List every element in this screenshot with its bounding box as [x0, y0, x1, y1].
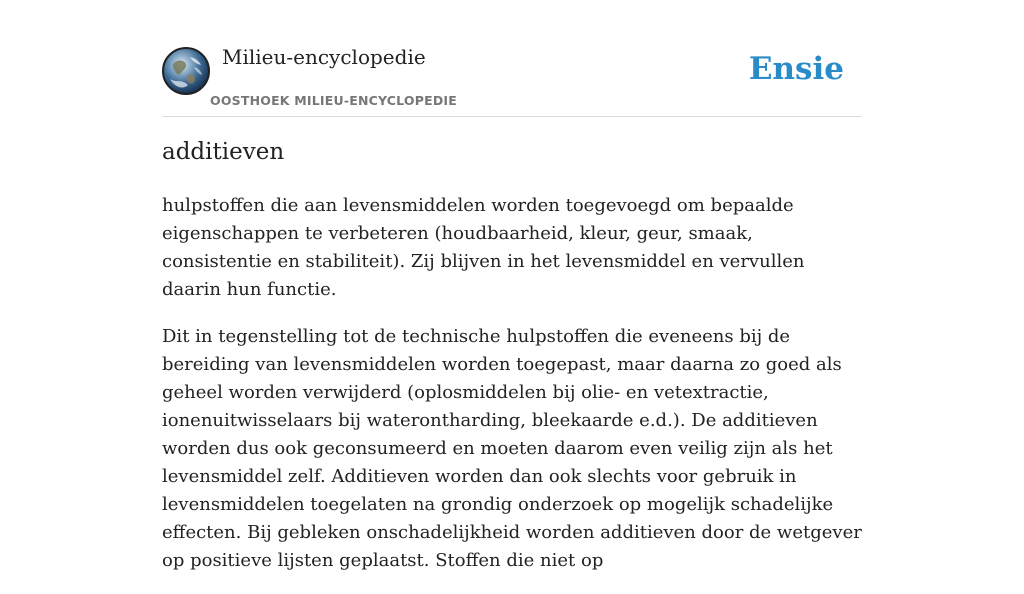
site-subtitle[interactable]: OOSTHOEK MILIEU-ENCYCLOPEDIE	[210, 93, 457, 108]
site-header	[162, 0, 862, 117]
globe-icon[interactable]	[162, 47, 210, 95]
brand-logo-link[interactable]: Ensie	[748, 51, 844, 87]
content-column	[162, 0, 862, 571]
article-body	[162, 192, 862, 594]
site-title[interactable]: Milieu-encyclopedie	[222, 45, 426, 69]
article-paragraph: Dit in tegenstelling tot de technische hulpstoffen die eveneens bij de bereiding van levensmiddelen worden toegepast, maar daarna zo goed als geheel worden verwijderd (oplosmiddelen bij olie- en vetextractie, ionenuitwisselaars bij waterontharding, bleekaarde e.d.). De additieven worden dus ook geconsumeerd en moeten daarom even veilig zijn als het levensmiddel zelf. Additieven worden dan ook slechts voor gebruik in levensmiddelen toegelaten na grondig onderzoek op mogelijk schadelijke effecten. Bij gebleken onschadelijkheid worden additieven door de wetgever op positieve lijsten geplaatst. Stoffen die niet op	[162, 326, 862, 571]
page-title: additieven	[162, 139, 285, 165]
article-paragraph: hulpstoffen die aan levensmiddelen worden toegevoegd om bepaalde eigenschappen te verbeteren (houdbaarheid, kleur, geur, smaak, consistentie en stabiliteit). Zij blijven in het levensmiddel en vervullen daarin hun functie.	[162, 195, 805, 300]
